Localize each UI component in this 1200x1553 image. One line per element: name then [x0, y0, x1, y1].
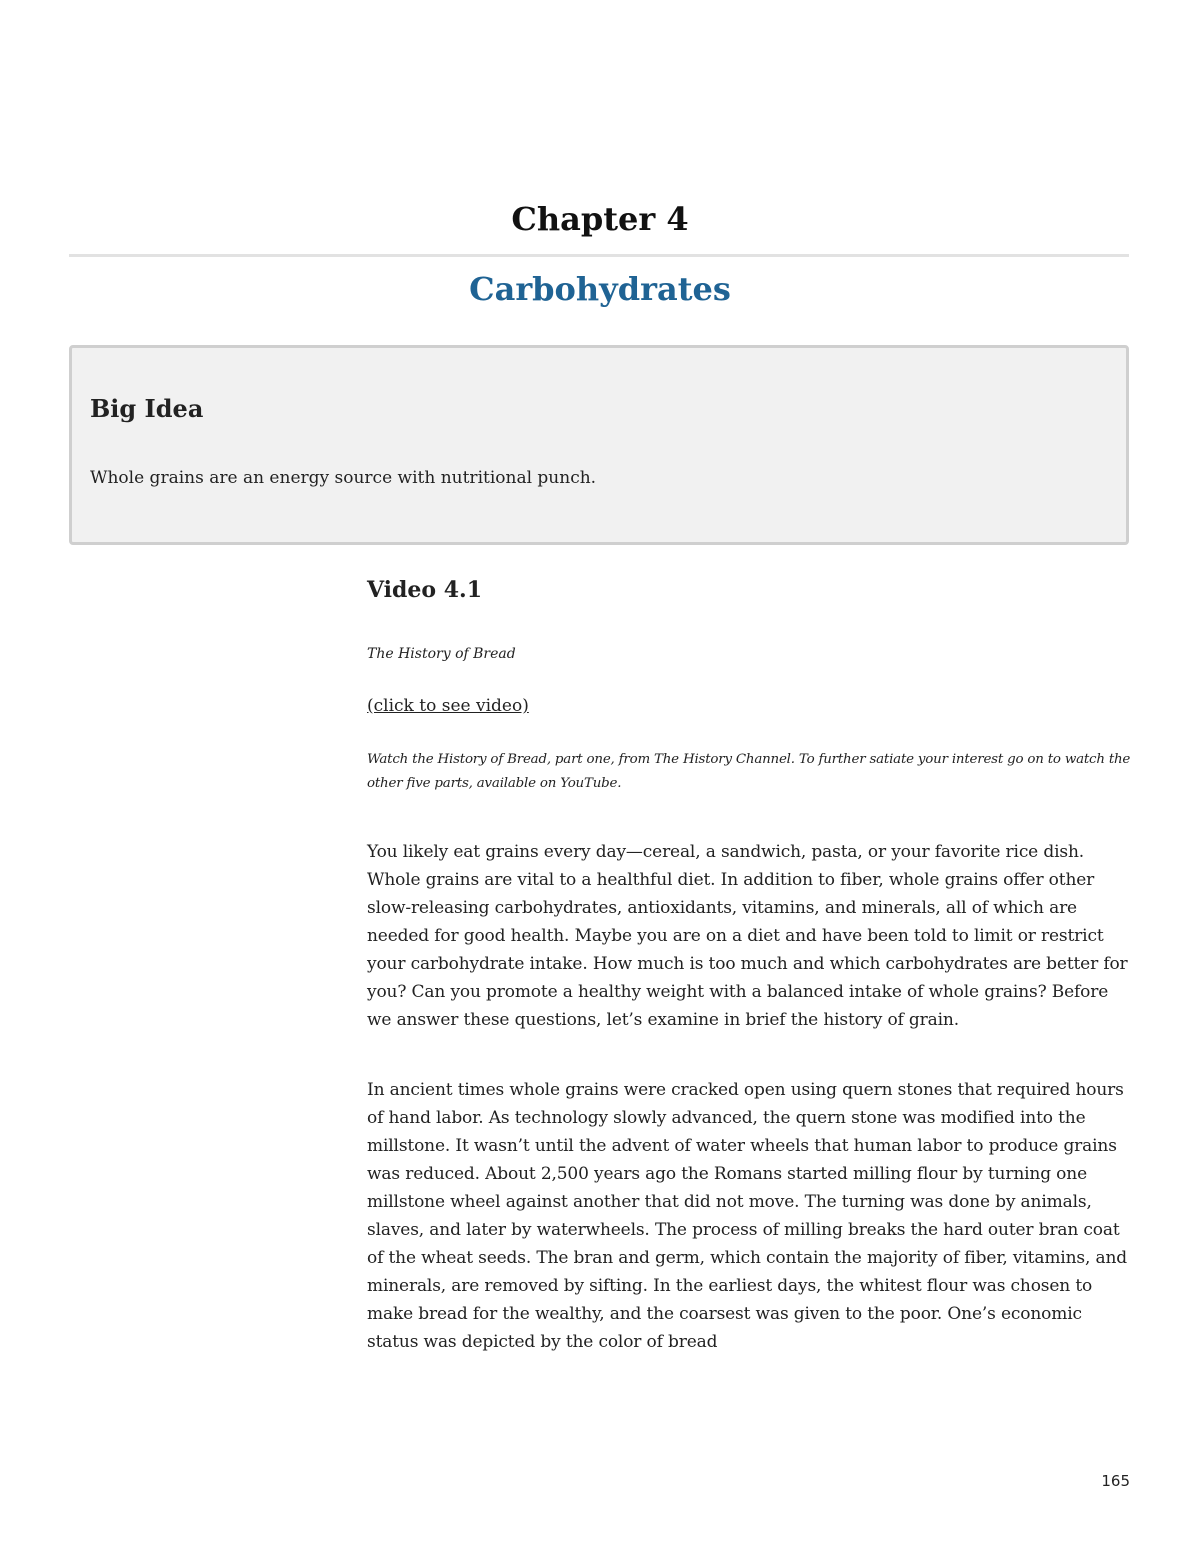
page-number: 165: [1101, 1472, 1130, 1490]
video-note: Watch the History of Bread, part one, from The History Channel. To further satiate your interest go on to watch the other five parts, available on YouTube.: [367, 752, 1131, 791]
chapter-number: Chapter 4: [511, 200, 689, 238]
body-paragraph: In ancient times whole grains were cracked open using quern stones that required hours of hand labor. As technology slowly advanced, the quern stone was modified into the millstone. It wasn’t until the advent of water wheels that human labor to produce grains was reduced. About 2,500 years ago the Romans started milling flour by turning one millstone wheel against another that did not move. The turning was done by animals, slaves, and later by waterwheels. The process of milling breaks the hard outer bran coat of the wheat seeds. The bran and germ, which contain the majority of fiber, vitamins, and minerals, are removed by sifting. In the earliest days, the whitest flour was chosen to make bread for the wealthy, and the coarsest was given to the poor. One’s economic status was depicted by the color of bread: [367, 1080, 1127, 1352]
big-idea-text: Whole grains are an energy source with nutritional punch.: [90, 468, 597, 488]
body-paragraph: You likely eat grains every day—cereal, a sandwich, pasta, or your favorite rice dish. Whole grains are vital to a healthful diet. In addition to fiber, whole grains offer other slow-releasing carbohydrates, antioxidants, vitamins, and minerals, all of which are needed for good health. Maybe you are on a diet and have been told to limit or restrict your carbohydrate intake. How much is too much and which carbohydrates are better for you? Can you promote a healthy weight with a balanced intake of whole grains? Before we answer these questions, let’s examine in brief the history of grain.: [367, 842, 1128, 1030]
chapter-title: Carbohydrates: [469, 270, 731, 308]
big-idea-heading: Big Idea: [90, 394, 204, 423]
big-idea-box: [69, 345, 1129, 545]
video-link[interactable]: (click to see video): [367, 696, 529, 716]
video-heading: Video 4.1: [367, 577, 483, 603]
main-content: [367, 572, 1131, 1356]
video-caption: The History of Bread: [367, 646, 516, 662]
chapter-divider: [69, 254, 1129, 257]
